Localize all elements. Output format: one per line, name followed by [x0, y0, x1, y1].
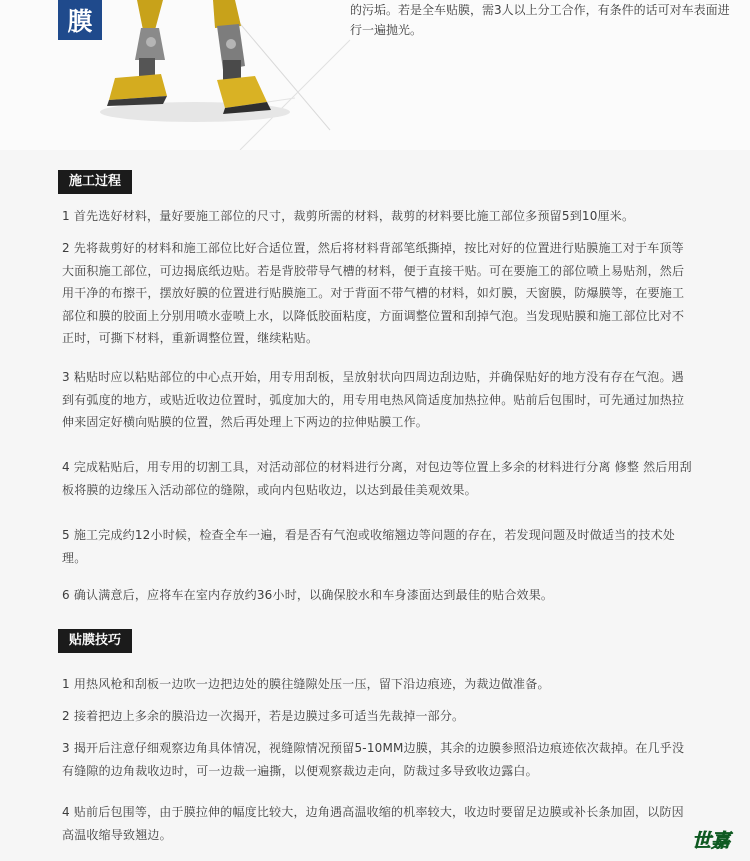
section-heading-process: 施工过程 [58, 170, 132, 194]
brand-logo [690, 826, 742, 854]
tip-item-3: 3 揭开后注意仔细观察边角具体情况，视缝隙情况预留5-10MM边膜，其余的边膜参照沿边痕迹依次裁掉。在几乎没有缝隙的边角裁收边时，可一边裁一遍撕，以便观察裁边走向，防裁过多导致收边露白。 [62, 741, 685, 778]
process-step-6: 6 确认满意后，应将车在室内存放约36小时，以确保胶水和车身漆面达到最佳的贴合效果。 [62, 588, 554, 602]
process-step-1: 1 首先选好材料，量好要施工部位的尺寸，裁剪所需的材料，裁剪的材料要比施工部位多预留5到10厘米。 [62, 209, 635, 223]
title-badge: 膜 [58, 0, 102, 40]
section-heading-tips: 贴膜技巧 [58, 629, 132, 653]
process-step-4: 4 完成粘贴后，用专用的切割工具，对活动部位的材料进行分离，对包边等位置上多余的材料进行分离 修整 然后用刮板将膜的边缘压入活动部位的缝隙，或向内包贴收边，以达到最佳美观效果。 [62, 460, 692, 497]
process-step-3: 3 粘贴时应以粘贴部位的中心点开始，用专用刮板，呈放射状向四周边刮边贴，并确保贴好的地方没有存在气泡。遇到有弧度的地方，或贴近收边位置时，弧度加大的，用专用电热风筒适度加热拉伸。贴前后包围时，可先通过加热拉伸来固定好横向贴膜的位置，然后再处理上下两边的拉伸贴膜工作。 [62, 370, 685, 429]
intro-text: 的污垢。若是全车贴膜，需3人以上分工合作，有条件的话可对车表面进行一遍抛光。 [350, 3, 730, 37]
robot-illustration [95, 0, 295, 125]
tip-item-1: 1 用热风枪和刮板一边吹一边把边处的膜往缝隙处压一压，留下沿边痕迹，为裁边做准备。 [62, 677, 550, 691]
brand-logo-text: 世嘉 [692, 830, 731, 852]
process-step-2: 2 先将裁剪好的材料和施工部位比好合适位置，然后将材料背部笔纸撕掉，按比对好的位置进行贴膜施工对于车顶等大面积施工部位，可边揭底纸边贴。若是背胶带导气槽的材料，便于直接干贴。可在要施工的部位喷上易贴剂，然后用干净的布擦干，摆放好膜的位置进行贴膜施工。对于背面不带气槽的材料，如灯膜，天窗膜，防爆膜等，在要施工部位和膜的胶面上分别用喷水壶喷上水，以降低胶面粘度，方面调整位置和刮掉气泡。当发现贴膜和施工部位比对不正时，可撕下材料，重新调整位置，继续粘贴。 [62, 241, 685, 345]
tip-item-2: 2 接着把边上多余的膜沿边一次揭开，若是边膜过多可适当先裁掉一部分。 [62, 709, 465, 723]
process-step-5: 5 施工完成约12小时候，检查全车一遍，看是否有气泡或收缩翘边等问题的存在，若发现问题及时做适当的技术处理。 [62, 528, 676, 565]
tip-item-4: 4 贴前后包围等，由于膜拉伸的幅度比较大，边角遇高温收缩的机率较大，收边时要留足边膜或补长条加固，以防因高温收缩导致翘边。 [62, 805, 684, 842]
